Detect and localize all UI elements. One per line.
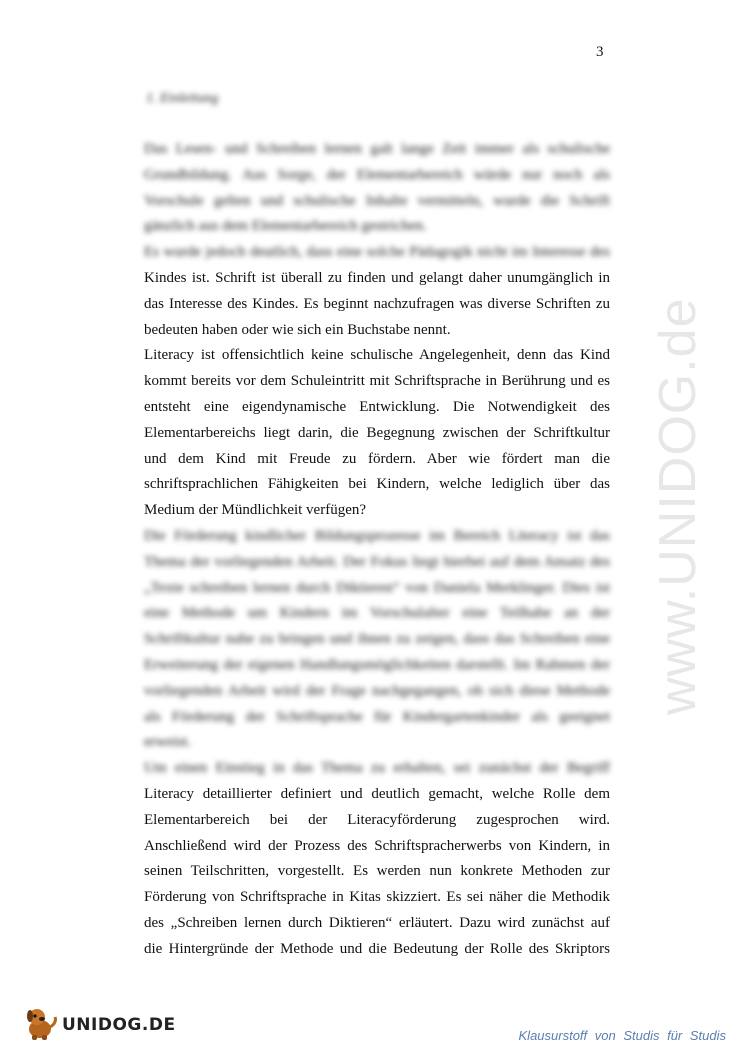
text-line: des „Schreiben lernen durch Diktieren“ erläutert. Dazu wird zunächst auf [144, 914, 610, 931]
text-line: schriftsprachlichen Fähigkeiten bei Kindern, welche lediglich über das [144, 476, 610, 493]
text-line: das Interesse des Kindes. Es beginnt nachzufragen was diverse Schriften zu [144, 295, 610, 312]
text-line: Elementarbereich bei der Literacyförderung zugesprochen wird. [144, 811, 610, 828]
paragraph-2 [144, 240, 610, 343]
text-line: bedeuten haben oder wie sich ein Buchstabe nennt. [144, 321, 451, 338]
text-line: Das Lesen- und Schreiben lernen galt lange Zeit immer als schulische [144, 141, 610, 157]
text-line: Förderung von Schriftsprache in Kitas skizziert. Es sei näher die Methodik [144, 889, 610, 906]
text-line: Literacy detaillierter definiert und deutlich gemacht, welche Rolle dem [144, 785, 610, 802]
document-body [144, 137, 610, 963]
text-line: vorliegenden Arbeit wird der Frage nachgegangen, ob sich diese Methode [144, 682, 610, 699]
text-line: „Texte schreiben lernen durch Diktieren“ von Daniela Merklinger. Dies ist [144, 579, 610, 596]
watermark: www.UNIDOG.de [649, 297, 707, 715]
text-line: Thema der vorliegenden Arbeit. Der Fokus liegt hierbei auf dem Ansatz des [144, 553, 610, 570]
text-line: Anschließend wird der Prozess des Schriftspracherwerbs von Kindern, in [144, 837, 610, 854]
text-line: Medium der Mündlichkeit verfügen? [144, 502, 367, 519]
text-line: Schriftkultur nahe zu bringen und ihnen zu zeigen, dass das Schreiben eine [144, 631, 610, 648]
paragraph-3 [144, 343, 610, 524]
text-line: entsteht eine eigendynamische Entwicklung. Die Notwendigkeit des [144, 398, 610, 415]
footer-tagline: Klausurstoff von Studis für Studis [518, 1028, 726, 1043]
logo-text: UNIDOG.DE [62, 1015, 176, 1035]
text-line: Es wurde jedoch deutlich, dass eine solche Pädagogik nicht im Interesse des [144, 244, 610, 261]
text-line: Erweiterung der eigenen Handlungsmöglichkeiten darstellt. Im Rahmen der [144, 656, 610, 673]
text-line: Kindes ist. Schrift ist überall zu finden und gelangt daher unumgänglich in [144, 269, 610, 286]
text-line: kommt bereits vor dem Schuleintritt mit Schriftsprache in Berührung und es [144, 373, 610, 390]
text-line: die Hintergründe der Methode und die Bedeutung der Rolle des Skriptors [144, 940, 610, 957]
text-line: gänzlich aus dem Elementarbereich gestrichen. [144, 218, 427, 235]
text-line: seinen Teilschritten, vorgestellt. Es werden nun konkrete Methoden zur [144, 863, 610, 880]
text-line: und dem Kind mit Freude zu fördern. Aber wie fördert man die [144, 450, 610, 467]
text-line: Grundbildung. Aus Sorge, der Elementarbereich würde nur noch als [144, 166, 610, 183]
paragraph-5 [144, 756, 610, 962]
paragraph-1 [144, 137, 610, 240]
text-line: Um einen Einstieg in das Thema zu erhalten, sei zunächst der Begriff [144, 760, 610, 777]
text-line: Die Förderung kindlicher Bildungsprozesse im Bereich Literacy ist das [144, 527, 610, 544]
text-line: Literacy ist offensichtlich keine schulische Angelegenheit, denn das Kind [144, 347, 610, 364]
text-line: Vorschule gelten und schulische Inhalte vermitteln, wurde die Schrift [144, 192, 610, 209]
text-line: als Förderung der Schriftsprache für Kindergartenkinder als geeignet [144, 708, 610, 725]
unidog-logo[interactable] [24, 1005, 176, 1045]
text-line: erweist. [144, 734, 192, 751]
section-heading: 1. Einleitung [146, 91, 219, 106]
text-line: eine Methode um Kindern im Vorschulalter eine Teilhabe an der [144, 605, 610, 622]
paragraph-4 [144, 524, 610, 756]
dog-mascot-icon [24, 1005, 58, 1046]
text-line: Elementarbereichs liegt darin, die Begegnung zwischen der Schriftkultur [144, 424, 610, 441]
page-number: 3 [596, 44, 604, 60]
